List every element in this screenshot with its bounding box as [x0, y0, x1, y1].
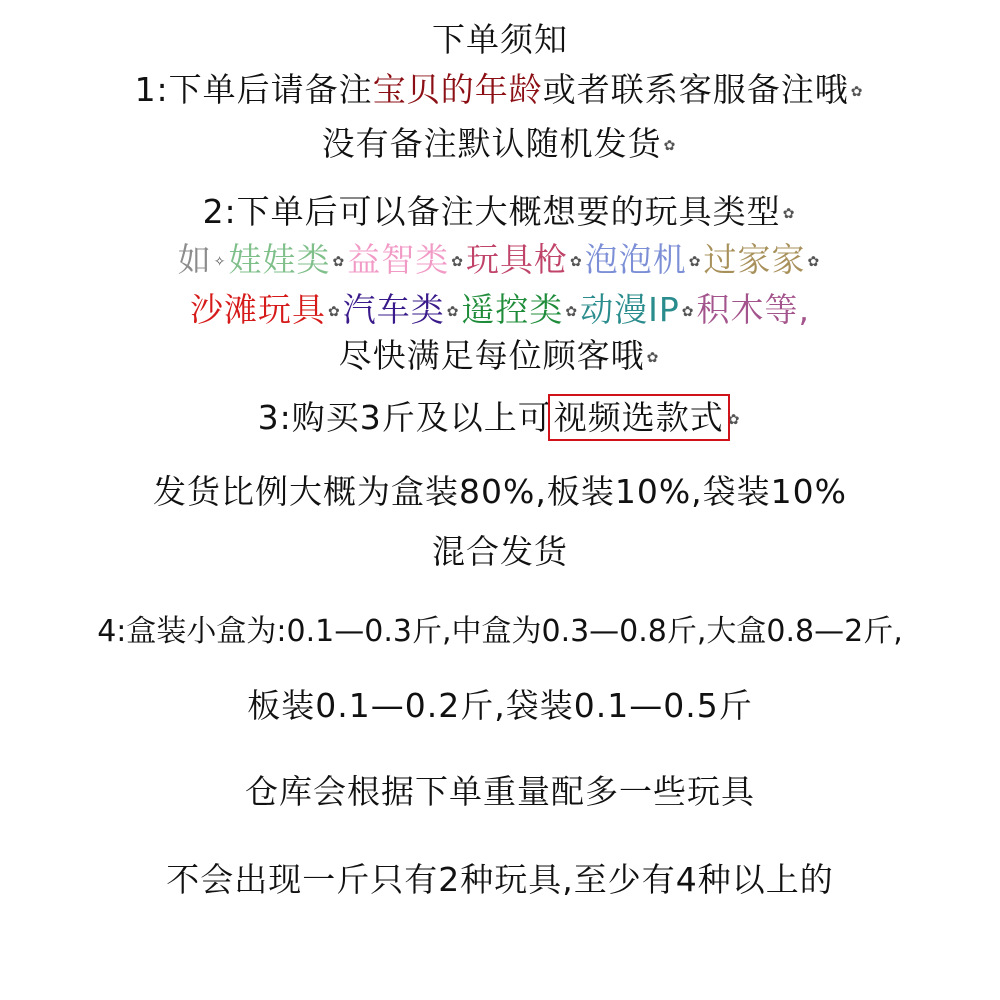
notice-line-6 [0, 396, 1000, 442]
line-4-seg-3: 动漫IP [580, 290, 680, 329]
line-3-seg-2: 益智类 [347, 240, 450, 279]
sparkle-icon: ✧ [213, 253, 227, 270]
line-4-seg-2: 遥控类 [461, 290, 564, 329]
line-4-seg-1: 汽车类 [342, 290, 445, 329]
flower-icon: ✿ [688, 253, 702, 270]
notice-line-8: 混合发货 [432, 532, 568, 571]
flower-icon: ✿ [782, 205, 796, 222]
flower-icon: ✿ [446, 303, 460, 320]
notice-line-3 [0, 238, 1000, 284]
flower-icon: ✿ [727, 411, 741, 428]
flower-icon: ✿ [332, 253, 346, 270]
notice-line-4 [0, 288, 1000, 334]
notice-line-11: 仓库会根据下单重量配多一些玩具 [245, 772, 755, 811]
notice-line-9: 4:盒装小盒为:0.1—0.3斤,中盒为0.3—0.8斤,大盒0.8—2斤, [97, 614, 903, 649]
notice-line-10: 板装0.1—0.2斤,袋装0.1—0.5斤 [247, 686, 753, 725]
line-6-prefix: 3:购买3斤及以上可 [257, 398, 552, 437]
notice-line-1b [0, 122, 1000, 168]
line-3-seg-0: 如 [177, 240, 212, 279]
line-3-seg-1: 娃娃类 [228, 240, 331, 279]
flower-icon: ✿ [850, 83, 864, 100]
line-3-seg-3: 玩具枪 [466, 240, 568, 279]
flower-icon: ✿ [646, 349, 660, 366]
line-1b-text: 没有备注默认随机发货 [321, 124, 662, 163]
flower-icon: ✿ [663, 137, 677, 154]
line-3-seg-5: 过家家 [703, 240, 806, 279]
line-5-text: 尽快满足每位顾客哦 [338, 336, 645, 375]
flower-icon: ✿ [681, 303, 695, 320]
flower-icon: ✿ [451, 253, 464, 270]
notice-line-7: 发货比例大概为盒装80%,板装10%,袋装10% [152, 472, 848, 511]
highlight-box-video-select: 视频选款式 [553, 398, 724, 437]
notice-line-5 [0, 334, 1000, 380]
line-4-seg-0: 沙滩玩具 [189, 290, 326, 329]
line-1-seg-0: 1:下单后请备注 [134, 70, 373, 109]
flower-icon: ✿ [570, 253, 583, 270]
line-4-seg-4: 积木等, [696, 290, 811, 329]
notice-title: 下单须知 [432, 20, 568, 59]
notice-line-2 [0, 190, 1000, 236]
line-1-seg-1: 宝贝的年龄 [372, 70, 543, 109]
notice-line-12: 不会出现一斤只有2种玩具,至少有4种以上的 [166, 860, 834, 899]
line-3-seg-4: 泡泡机 [584, 240, 687, 279]
notice-line-1 [0, 68, 1000, 114]
line-2-text: 2:下单后可以备注大概想要的玩具类型 [202, 192, 781, 231]
line-1-seg-2: 或者联系客服备注哦 [542, 70, 849, 109]
flower-icon: ✿ [807, 253, 821, 270]
flower-icon: ✿ [565, 303, 579, 320]
flower-icon: ✿ [327, 303, 341, 320]
